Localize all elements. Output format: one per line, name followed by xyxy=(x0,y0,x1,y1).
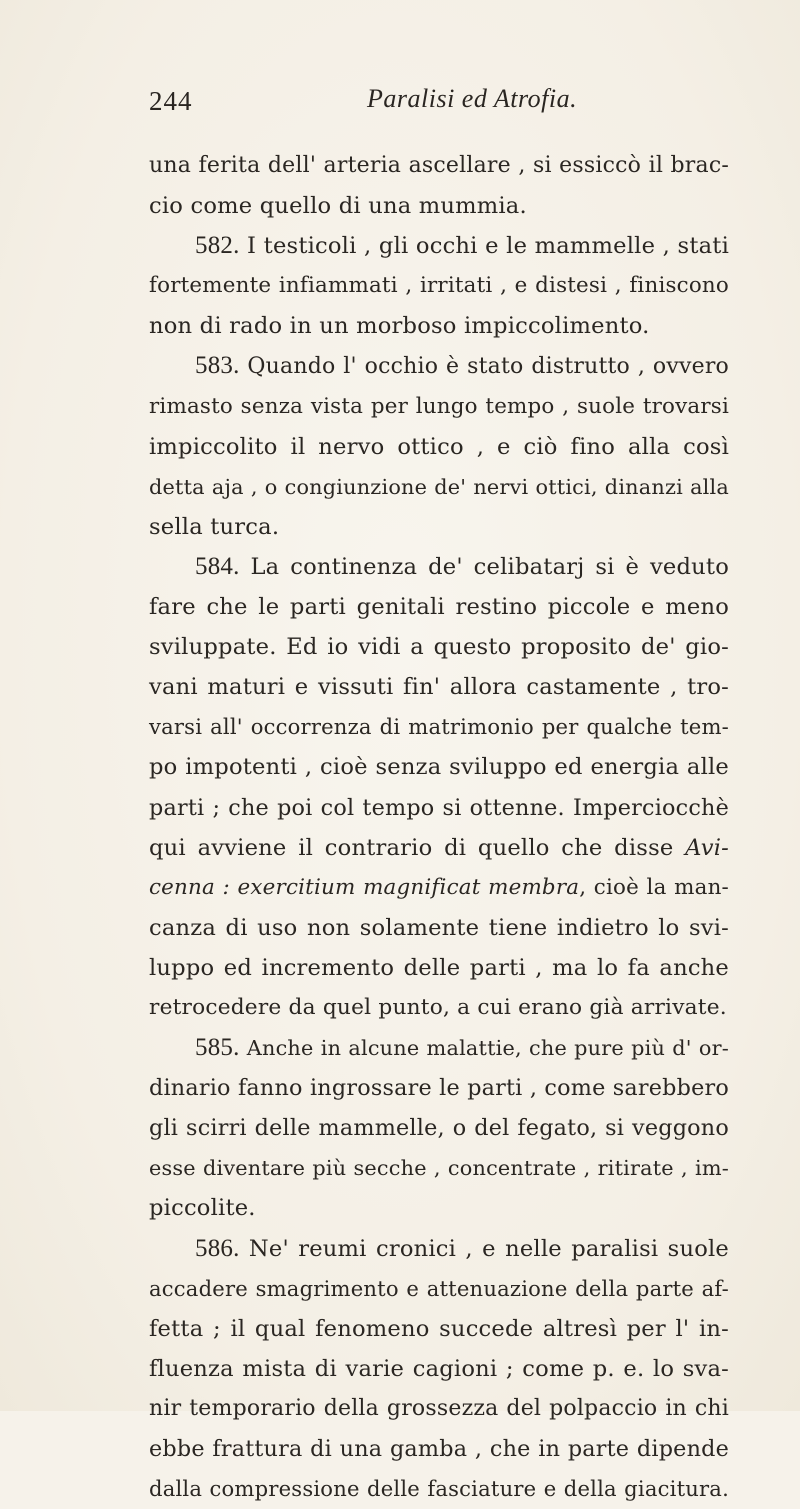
paragraph-number: 583. xyxy=(195,352,240,380)
line-text: dalla compressione delle fasciature e della giacitura. xyxy=(149,1476,729,1502)
paragraph-number: 582. xyxy=(195,232,240,260)
line-text: retrocedere da quel punto, a cui erano già arrivate. xyxy=(149,994,727,1020)
line-text: parti ; che poi col tempo si ottenne. Imperciocchè xyxy=(149,794,729,821)
running-head: Paralisi ed Atrofia. xyxy=(367,84,578,113)
line-text: accadere smagrimento e attenuazione della parte af- xyxy=(149,1275,729,1301)
line-text: luppo ed incremento delle parti , ma lo fa anche xyxy=(149,954,729,981)
italic-text: Avi- xyxy=(685,834,729,861)
line-text: piccolite. xyxy=(149,1195,256,1222)
text-line xyxy=(149,868,729,908)
paragraph-number: 585. xyxy=(195,1034,240,1062)
text-line xyxy=(149,1108,729,1148)
line-text: fortemente infiammati , irritati , e distesi , finiscono xyxy=(149,273,729,299)
text-line xyxy=(149,747,729,787)
line-text: esse diventare più secche , concentrate , ritirate , im- xyxy=(149,1156,729,1181)
text-line xyxy=(149,547,729,587)
text-line xyxy=(149,387,729,427)
line-text: I testicoli , gli occhi e le mammelle , stati xyxy=(239,233,729,260)
text-line xyxy=(149,1068,729,1108)
line-text: gli scirri delle mammelle, o del fegato, si veggono xyxy=(149,1115,729,1142)
line-text: una ferita dell' arteria ascellare , si essiccò il brac- xyxy=(149,153,729,178)
text-line xyxy=(149,467,729,507)
text-line xyxy=(149,1028,729,1068)
line-text: varsi all' occorrenza di matrimonio per qualche tem- xyxy=(149,714,729,740)
text-line xyxy=(149,186,729,226)
line-text: Anche in alcune malattie, che pure più d' or- xyxy=(239,1036,729,1061)
text-line xyxy=(149,1469,729,1509)
line-text: fare che le parti genitali restino piccole e meno xyxy=(149,594,729,621)
text-line xyxy=(149,1148,729,1188)
line-text: dinario fanno ingrossare le parti , come sarebbero xyxy=(149,1075,729,1102)
italic-text: cenna : exercitium magnificat membra xyxy=(149,874,580,900)
page-header xyxy=(149,86,709,126)
line-text: rimasto senza vista per lungo tempo , suole trovarsi xyxy=(149,393,729,419)
line-text: nir temporario della grossezza del polpaccio in chi xyxy=(149,1395,729,1421)
line-text: impiccolito il nervo ottico , e ciò fino alla così xyxy=(149,433,729,460)
line-text: La continenza de' celibatarj si è veduto xyxy=(239,553,729,580)
text-line xyxy=(149,788,729,828)
paragraph-number: 586. xyxy=(195,1234,240,1262)
text-line xyxy=(149,427,729,467)
line-text: vani maturi e vissuti fin' allora castamente , tro- xyxy=(149,674,729,701)
line-text: canza di uso non solamente tiene indietro lo svi- xyxy=(149,914,729,941)
line-text: fetta ; il qual fenomeno succede altresì per l' in- xyxy=(149,1315,729,1342)
text-line xyxy=(149,988,729,1028)
text-line xyxy=(149,948,729,988)
text-line xyxy=(149,146,729,186)
line-text: cio come quello di una mummia. xyxy=(149,193,527,220)
text-line xyxy=(149,346,729,386)
line-text: fluenza mista di varie cagioni ; come p. e. lo sva- xyxy=(149,1355,729,1382)
line-text: , cioè la man- xyxy=(579,874,729,900)
body-text xyxy=(149,146,729,1509)
text-line xyxy=(149,1389,729,1429)
text-line xyxy=(149,1349,729,1389)
text-line xyxy=(149,1269,729,1309)
text-line xyxy=(149,266,729,306)
text-line xyxy=(149,1309,729,1349)
text-line xyxy=(149,507,729,547)
text-line xyxy=(149,306,729,346)
text-line xyxy=(149,1188,729,1228)
paragraph-number: 584. xyxy=(195,552,240,580)
line-text: Ne' reumi cronici , e nelle paralisi suole xyxy=(239,1235,729,1262)
text-line xyxy=(149,1429,729,1469)
line-text: po impotenti , cioè senza sviluppo ed energia alle xyxy=(149,754,729,781)
text-line xyxy=(149,828,729,868)
line-text: sviluppate. Ed io vidi a questo proposito de' gio- xyxy=(149,634,729,661)
text-line xyxy=(149,627,729,667)
line-text: non di rado in un morboso impiccolimento. xyxy=(149,313,650,340)
text-line xyxy=(149,587,729,627)
line-text: ebbe frattura di una gamba , che in parte dipende xyxy=(149,1436,729,1462)
text-line xyxy=(149,908,729,948)
text-line xyxy=(149,667,729,707)
line-text: detta aja , o congiunzione de' nervi ottici, dinanzi alla xyxy=(149,474,729,499)
line-text: Quando l' occhio è stato distrutto , ovvero xyxy=(239,354,729,380)
line-text: qui avviene il contrario di quello che disse xyxy=(149,834,686,861)
text-line xyxy=(149,1229,729,1269)
page-number: 244 xyxy=(149,86,193,116)
line-text: sella turca. xyxy=(149,513,280,540)
text-line xyxy=(149,226,729,266)
text-line xyxy=(149,707,729,747)
